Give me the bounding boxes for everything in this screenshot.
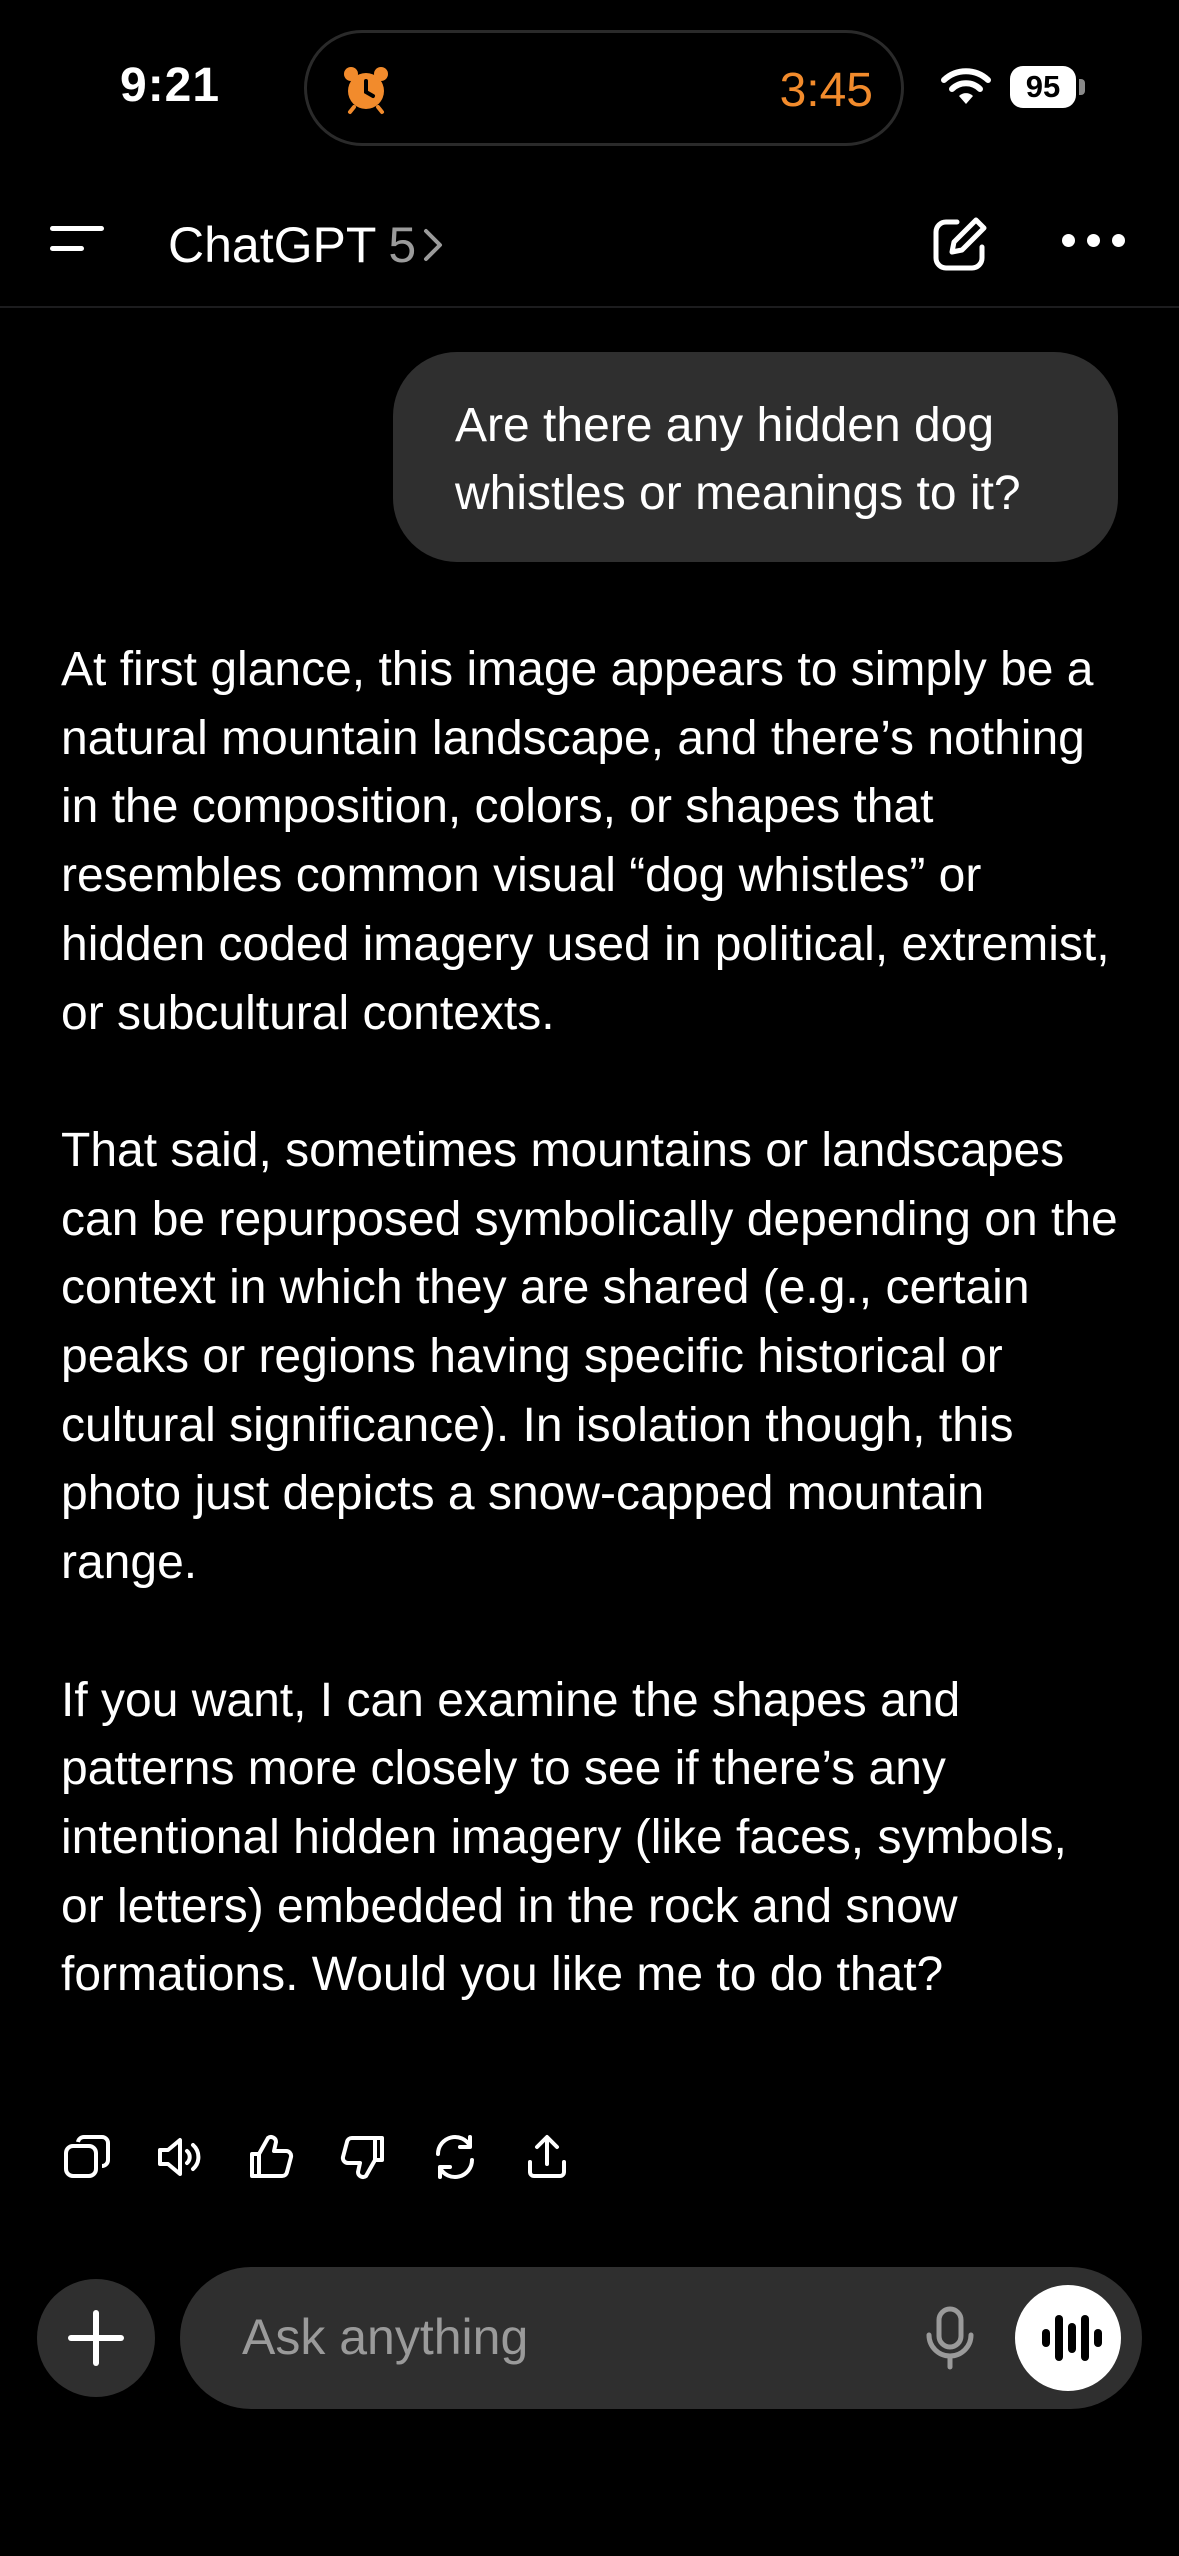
copy-icon[interactable] — [62, 2132, 112, 2182]
chevron-right-icon — [422, 227, 444, 263]
status-time: 9:21 — [120, 59, 221, 112]
battery-level: 95 — [1010, 66, 1076, 108]
plus-icon[interactable] — [37, 2279, 155, 2397]
assistant-message — [61, 636, 1121, 2010]
status-bar — [0, 0, 1179, 176]
read-aloud-icon[interactable] — [154, 2132, 204, 2182]
new-chat-icon[interactable] — [930, 214, 990, 274]
alarm-clock-icon — [340, 63, 392, 115]
battery-tip — [1079, 79, 1085, 95]
composer — [180, 2267, 1142, 2409]
assistant-paragraph: If you want, I can examine the shapes and patterns more closely to see if there’s any intentional hidden imagery (like faces, symbols, or letters) embedded in the rock and snow formations. Would you like me to do that? — [61, 1673, 1067, 2002]
dynamic-island[interactable] — [304, 30, 904, 146]
microphone-icon[interactable] — [915, 2303, 985, 2373]
voice-mode-icon[interactable] — [1015, 2285, 1121, 2391]
chat-header — [0, 176, 1179, 308]
assistant-paragraph: At first glance, this image appears to simply be a natural mountain landscape, and there’s nothing in the composition, colors, or shapes that resembles common visual “dog whistles” or hidden coded imagery used in political, extremist, or subcultural contexts. — [61, 643, 1110, 1040]
more-icon[interactable] — [1062, 231, 1126, 253]
menu-icon[interactable] — [50, 220, 116, 264]
regenerate-icon[interactable] — [430, 2132, 480, 2182]
model-version: 5 — [388, 217, 417, 273]
message-input[interactable] — [242, 2307, 842, 2367]
thumbs-up-icon[interactable] — [246, 2132, 296, 2182]
thumbs-down-icon[interactable] — [338, 2132, 388, 2182]
timer-countdown: 3:45 — [779, 64, 873, 117]
app-title: ChatGPT — [168, 217, 377, 273]
user-message-bubble: Are there any hidden dog whistles or meanings to it? — [393, 352, 1118, 562]
share-icon[interactable] — [522, 2132, 572, 2182]
wifi-icon — [940, 66, 992, 106]
assistant-paragraph: That said, sometimes mountains or landscapes can be repurposed symbolically depending on the context in which they are shared (e.g., certain peaks or regions having specific historical or cultural significance). In isolation though, this photo just depicts a snow-capped mountain range. — [61, 1123, 1118, 1590]
battery-indicator — [1010, 66, 1086, 108]
model-selector[interactable] — [168, 216, 444, 274]
